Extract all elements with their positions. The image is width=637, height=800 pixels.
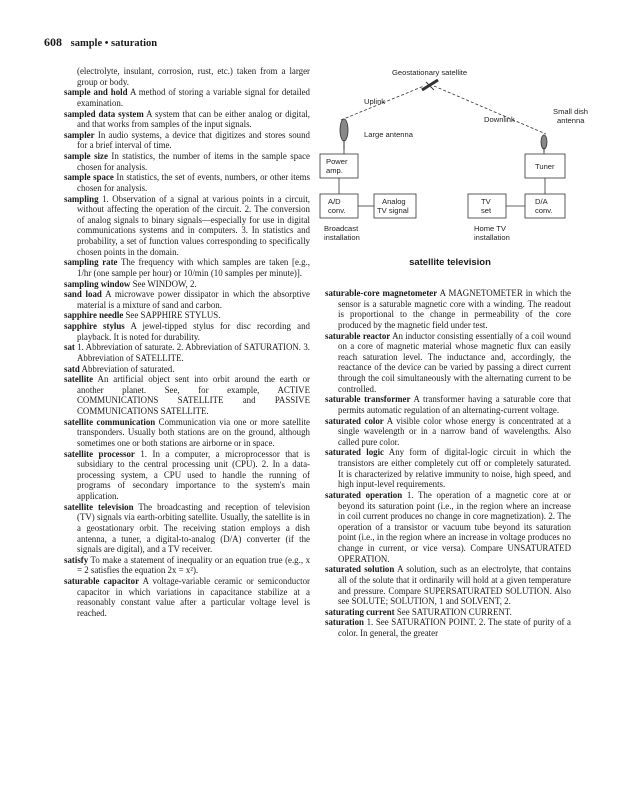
dictionary-entry — [325, 617, 571, 638]
label-ad-2: conv. — [328, 206, 346, 215]
label-small-dish-2: antenna — [557, 116, 585, 125]
dictionary-entry — [64, 289, 310, 310]
dictionary-entry — [64, 172, 310, 193]
entry-term: sample size — [64, 151, 108, 161]
dictionary-entry — [325, 331, 571, 395]
entry-term: sampler — [64, 129, 95, 140]
entry-term: saturation — [325, 617, 364, 628]
entry-text: A MAGNETOMETER in which the sensor is a saturable magnetic core with a winding. The readout is proportional to the change in permeability of the core produced by the magnetic field under test. — [338, 288, 571, 330]
right-column — [325, 288, 571, 639]
entry-term: sampled data system — [64, 108, 144, 119]
running-head — [44, 35, 157, 50]
entry-text: The frequency with which samples are taken [e.g., 1/hr (one sample per hour) or 10/min (10 samples per minute)]. — [77, 257, 311, 278]
dictionary-entry — [325, 607, 571, 618]
label-analog-2: TV signal — [377, 206, 409, 215]
entry-term: saturating current — [325, 606, 395, 617]
entry-text: (electrolyte, insulant, corrosion, rust, etc.) taken from a larger group or body. — [77, 66, 310, 87]
dictionary-entry — [64, 194, 310, 258]
dictionary-entry — [64, 417, 310, 449]
dictionary-entry — [64, 576, 310, 619]
entry-term: sample and hold — [64, 87, 128, 98]
entry-term: satisfy — [64, 554, 89, 565]
entry-term: sapphire stylus — [64, 321, 125, 331]
entry-term: sample space — [64, 172, 114, 183]
dictionary-entry — [325, 288, 571, 331]
entry-term: sapphire needle — [64, 310, 124, 321]
entry-term: satellite processor — [64, 448, 135, 459]
entry-term: saturable capacitor — [64, 576, 140, 586]
dictionary-entry — [64, 342, 310, 363]
label-da-1: D/A — [535, 197, 548, 206]
entry-text: A visible color whose energy is concentrated at a single wavelength or in a narrow band of wavelengths. Also called pure color. — [338, 415, 571, 447]
entry-text: A system that can be either analog or digital, and that works from samples of the input signals. — [77, 108, 310, 130]
entry-term: saturated color — [325, 415, 384, 426]
entry-term: sand load — [64, 289, 102, 300]
label-large-antenna: Large antenna — [364, 130, 413, 139]
dictionary-entry — [64, 321, 310, 342]
entry-text: A transformer having a saturable core that permits automatic regulation of an alternating-current voltage. — [338, 394, 571, 415]
label-analog-1: Analog — [382, 197, 406, 206]
entry-text: Abbreviation of saturated. — [81, 363, 175, 374]
entry-term: saturable-core magnetometer — [325, 288, 438, 298]
entry-text: 1. See SATURATION POINT. 2. The state of purity of a color. In general, the greater — [338, 617, 571, 638]
dictionary-entry — [64, 109, 310, 130]
entry-text: See SAPPHIRE STYLUS. — [125, 310, 221, 321]
entry-text: A jewel-tipped stylus for disc recording and playback. It is noted for durability. — [77, 321, 310, 342]
dictionary-entry — [325, 490, 571, 564]
left-column — [64, 66, 310, 619]
running-title: sample • saturation — [70, 38, 158, 49]
entry-term: sampling — [64, 193, 99, 204]
dictionary-entry — [64, 364, 310, 375]
entry-text: 1. Observation of a signal at various points in a circuit, without affecting the operation of the circuit. 2. The conversion of analog signals to binary signals—especially for use in digital communications systems and in computers. 3. In statistics and probability, a set of function values corresponding to specifically chosen points in the domain. — [77, 193, 311, 257]
label-home-1: Home TV — [474, 224, 506, 233]
entry-text: In statistics, the number of items in the sample space chosen for analysis. — [77, 151, 310, 172]
dictionary-entry — [64, 151, 310, 172]
label-tuner: Tuner — [535, 162, 555, 171]
dictionary-entry — [64, 279, 310, 290]
entry-text: Any form of digital-logic circuit in which the transistors are either completely cut off or completely saturated. It is characterized by relative immunity to noise, high speed, and high input-level requirements. — [338, 447, 571, 490]
entry-term: sat — [64, 342, 75, 353]
satellite-icon — [422, 80, 438, 90]
entry-term: sampling rate — [64, 257, 118, 268]
entry-term: satd — [64, 363, 80, 374]
entry-text: See WINDOW, 2. — [132, 278, 197, 289]
label-da-2: conv. — [535, 206, 553, 215]
dictionary-entry — [325, 447, 571, 490]
entry-text: 1. In a computer, a microprocessor that is subsidiary to the central processing unit (CPU). 2. In a data-processing system, a CPU used to handle the running of programs of secondary importance to the system's main application. — [77, 448, 310, 501]
figure-caption: satellite television — [409, 257, 491, 268]
label-uplink: Uplink — [364, 97, 386, 106]
entry-term: satellite television — [64, 501, 134, 512]
dictionary-entry — [64, 66, 310, 87]
entry-text: An artificial object sent into orbit around the earth or another planet. See, for example, ACTIVE COMMUNICATIONS SATELLITE and PASSIVE COMMUNICATIONS SATELLITE. — [77, 374, 310, 416]
entry-term: saturable transformer — [325, 394, 411, 405]
dictionary-entry — [64, 130, 310, 151]
entry-term: satellite communication — [64, 416, 156, 427]
label-ad-1: A/D — [328, 197, 341, 206]
label-broadcast-2: installation — [324, 233, 360, 242]
large-antenna-icon — [340, 119, 348, 150]
label-power-amp-1: Power — [326, 157, 348, 166]
entry-term: saturable reactor — [325, 330, 391, 341]
satellite-television-figure — [316, 62, 589, 274]
entry-text: A solution, such as an electrolyte, that contains all of the solute that it ordinarily will hold at a given temperature and pressure. Compare SUPERSATURATED SOLUTION. Also see SOLUTE; SOLUTION, 1 and SOLVENT, 2. — [338, 564, 571, 607]
entry-text: Communication via one or more satellite transponders. Usually both stations are on the ground, although sometimes one or both stations are airborne or in space. — [77, 416, 310, 448]
entry-text: 1. Abbreviation of saturate. 2. Abbreviation of SATURATION. 3. Abbreviation of SATELLITE. — [77, 342, 310, 363]
label-downlink: Downlink — [484, 115, 515, 124]
satellite-diagram — [316, 62, 589, 274]
entry-text: See SATURATION CURRENT. — [396, 606, 512, 617]
dictionary-entry — [325, 416, 571, 448]
label-power-amp-2: amp. — [326, 166, 343, 175]
entry-text: An inductor consisting essentially of a coil wound on a core of magnetic material whose magnetic flux can easily reach saturation level. The inductance and, accordingly, the reactance of the device can be varied by passing a direct current through the coil simultaneously with the alternating current to be controlled. — [338, 330, 571, 394]
dictionary-entry — [64, 310, 310, 321]
entry-text: The broadcasting and reception of television (TV) signals via earth-orbiting satellite. Usually, the satellite is in a geostationary orbit. The receiving station employs a dish antenna, a tuner, a digital-to-analog (D/A) converter (if the signals are digital), and a TV receiver. — [77, 501, 310, 555]
label-small-dish-1: Small dish — [553, 107, 589, 116]
dictionary-entry — [64, 374, 310, 417]
page-number: 608 — [44, 35, 62, 49]
entry-text: In audio systems, a device that digitizes and stores sound for a brief interval of time. — [77, 129, 310, 151]
entry-text: A method of storing a variable signal for detailed examination. — [77, 87, 310, 108]
small-dish-icon — [541, 135, 547, 152]
entry-text: A voltage-variable ceramic or semiconductor capacitor in which variations in capacitance stabilize at a reasonably constant value after a particular voltage level is reached. — [77, 576, 310, 618]
label-broadcast-1: Broadcast — [324, 224, 359, 233]
entry-term: sampling window — [64, 278, 131, 289]
entry-text: A microwave power dissipator in which the absorptive material is a mixture of sand and carbon. — [77, 289, 310, 310]
dictionary-entry — [64, 502, 310, 555]
label-tvset-2: set — [481, 206, 492, 215]
entry-text: 1. The operation of a magnetic core at or beyond its saturation point (i.e., in the region where an increase in coil current produces no change in core magnetization). 2. The operation of a transistor or vacuum tube beyond its saturation point (i.e., in the region where an increase in voltage produces no change in current, or vice versa). Compare UNSATURATED OPERATION. — [338, 489, 571, 564]
label-tvset-1: TV — [481, 197, 491, 206]
entry-term: saturated logic — [325, 447, 384, 458]
entry-text: To make a statement of inequality or an equation true (e.g., x = 2 satisfies the equation 2x = x²). — [77, 554, 311, 576]
downlink-line — [434, 86, 546, 134]
label-satellite: Geostationary satellite — [392, 68, 468, 77]
entry-term: saturated operation — [325, 489, 403, 500]
dictionary-entry — [64, 555, 310, 576]
dictionary-entry — [325, 564, 571, 607]
dictionary-entry — [325, 394, 571, 415]
dictionary-entry — [64, 449, 310, 502]
label-home-2: installation — [474, 233, 510, 242]
entry-term: satellite — [64, 374, 94, 385]
dictionary-entry — [64, 257, 310, 278]
entry-term: saturated solution — [325, 564, 395, 575]
dictionary-entry — [64, 87, 310, 108]
entry-text: In statistics, the set of events, numbers, or other items chosen for analysis. — [77, 172, 310, 193]
